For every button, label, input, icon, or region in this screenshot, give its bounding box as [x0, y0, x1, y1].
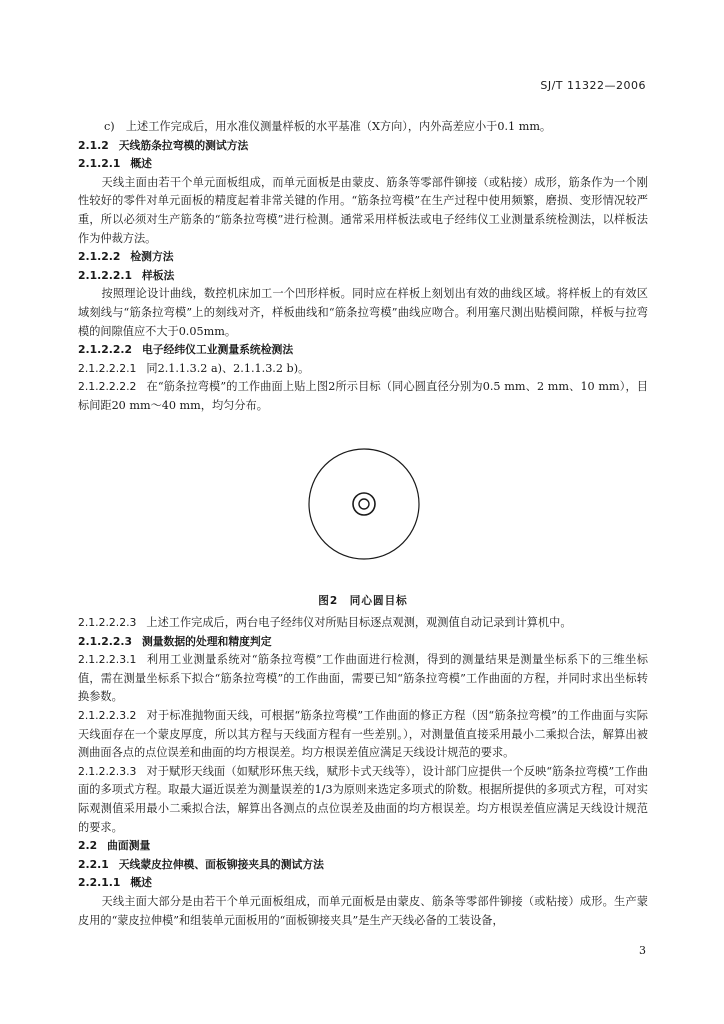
section-heading-2-1-2-1	[78, 155, 648, 174]
section-heading-2-1-2-2-3	[78, 633, 648, 652]
section-title: 检测方法	[130, 250, 174, 264]
section-title: 测量数据的处理和精度判定	[141, 634, 272, 648]
section-number: 2.1.2.2	[78, 250, 121, 264]
clause-text: 对于赋形天线面（如赋形环焦天线，赋形卡式天线等），设计部门应提供一个反映“筋条拉弯模”工作曲面的多项式方程。取最大逼近误差为测量误差的1/3为原则来选定多项式的阶数。根据所提供的多项式方程，可对实际观测值采用最小二乘拟合法，解算出各测点的点位误差及曲面的均方根误差。均方根误差值应满足天线设计规范的要求。	[78, 764, 648, 834]
section-title: 天线蒙皮拉伸模、面板铆接夹具的测试方法	[118, 857, 324, 871]
section-title: 概述	[130, 876, 152, 890]
clause-number: 2.1.2.2.3.3	[78, 764, 137, 778]
standard-code: SJ/T 11322—2006	[540, 79, 646, 92]
section-title: 天线筋条拉弯模的测试方法	[118, 138, 249, 152]
section-heading-2-2-1-1	[78, 874, 648, 893]
section-heading-2-2	[78, 837, 648, 856]
outer-circle	[309, 449, 419, 559]
section-heading-2-1-2-2	[78, 248, 648, 267]
section-number: 2.1.2	[78, 138, 109, 152]
concentric-circle-target-icon	[306, 446, 422, 562]
clause-2-1-2-2-2-3	[78, 614, 648, 633]
section-heading-2-1-2-2-1	[78, 267, 648, 286]
clause-text: 在“筋条拉弯模”的工作曲面上贴上图2所示目标（同心圆直径分别为0.5 mm、2 mm、10 mm），目标间距20 mm～40 mm，均匀分布。	[78, 380, 648, 412]
section-number: 2.1.2.2.2	[78, 343, 132, 357]
clause-number: 2.1.2.2.2.2	[78, 380, 137, 394]
clause-2-1-2-2-3-2	[78, 707, 648, 763]
inner-circle	[359, 499, 369, 509]
section-heading-2-1-2	[78, 137, 648, 156]
section-number: 2.1.2.1	[78, 157, 121, 171]
clause-number: 2.1.2.2.2.3	[78, 616, 137, 630]
document-body	[78, 118, 648, 930]
figure-caption: 图2 同心圆目标	[318, 594, 408, 607]
clause-number: 2.1.2.2.2.1	[78, 361, 137, 375]
section-number: 2.2.1.1	[78, 876, 121, 890]
paragraph-overview-2: 天线主面大部分是由若干个单元面板组成，而单元面板是由蒙皮、筋条等零部件铆接（或粘接）成形。生产蒙皮用的“蒙皮拉伸模”和组装单元面板用的“面板铆接夹具”是生产天线必备的工装设备，	[78, 895, 648, 927]
clause-number: 2.1.2.2.3.1	[78, 653, 137, 667]
clause-text: 对于标准抛物面天线，可根据“筋条拉弯模”工作曲面的修正方程（因“筋条拉弯模”的工作曲面与实际天线面存在一个蒙皮厚度，所以其方程与天线面方程有一些差别。），对测量值直接采用最小二乘拟合法，解算出被测曲面各点的点位误差和曲面的均方根误差。均方根误差值应满足天线设计规范的要求。	[78, 709, 648, 760]
clause-text: 利用工业测量系统对“筋条拉弯模”工作曲面进行检测，得到的测量结果是测量坐标系下的三维坐标值，需在测量坐标系下拟合“筋条拉弯模”的工作曲面，需要已知“筋条拉弯模”工作曲面的方程，并同时求出坐标转换参数。	[78, 653, 648, 704]
section-number: 2.2.1	[78, 857, 109, 871]
list-item-c: c) 上述工作完成后，用水准仪测量样板的水平基准（X方向），内外高差应小于0.1 mm。	[104, 120, 552, 133]
clause-2-1-2-2-3-3	[78, 763, 648, 837]
page-number: 3	[639, 944, 646, 957]
paragraph-template-method: 按照理论设计曲线，数控机床加工一个凹形样板。同时应在样板上刻划出有效的曲线区域。将样板上的有效区域刻线与“筋条拉弯模”上的刻线对齐，样板曲线和“筋条拉弯模”曲线应吻合。利用塞尺测出贴模间隙，样板与拉弯模的间隙值应不大于0.05mm。	[78, 287, 648, 338]
figure-concentric-target	[78, 420, 648, 592]
section-title: 样板法	[141, 268, 175, 282]
middle-circle	[353, 493, 375, 515]
section-title: 曲面测量	[107, 839, 151, 853]
clause-text: 上述工作完成后，两台电子经纬仪对所贴目标逐点观测，观测值自动记录到计算机中。	[146, 616, 572, 630]
section-number: 2.1.2.2.1	[78, 268, 132, 282]
section-title: 电子经纬仪工业测量系统检测法	[141, 343, 294, 357]
clause-number: 2.1.2.2.3.2	[78, 709, 137, 723]
clause-2-1-2-2-2-1	[78, 360, 648, 379]
section-title: 概述	[130, 157, 152, 171]
clause-text: 同2.1.1.3.2 a)、2.1.1.3.2 b)。	[146, 361, 310, 375]
section-heading-2-2-1	[78, 856, 648, 875]
section-heading-2-1-2-2-2	[78, 341, 648, 360]
clause-2-1-2-2-3-1	[78, 651, 648, 707]
clause-2-1-2-2-2-2	[78, 378, 648, 415]
section-number: 2.1.2.2.3	[78, 634, 132, 648]
paragraph-overview: 天线主面由若干个单元面板组成，而单元面板是由蒙皮、筋条等零部件铆接（或粘接）成形，筋条作为一个刚性较好的零件对单元面板的精度起着非常关键的作用。“筋条拉弯模”在生产过程中使用频繁，磨损、变形情况较严重，所以必须对生产筋条的“筋条拉弯模”进行检测。通常采用样板法或电子经纬仪工业测量系统检测法，以样板法作为仲裁方法。	[78, 175, 648, 245]
section-number: 2.2	[78, 839, 98, 853]
